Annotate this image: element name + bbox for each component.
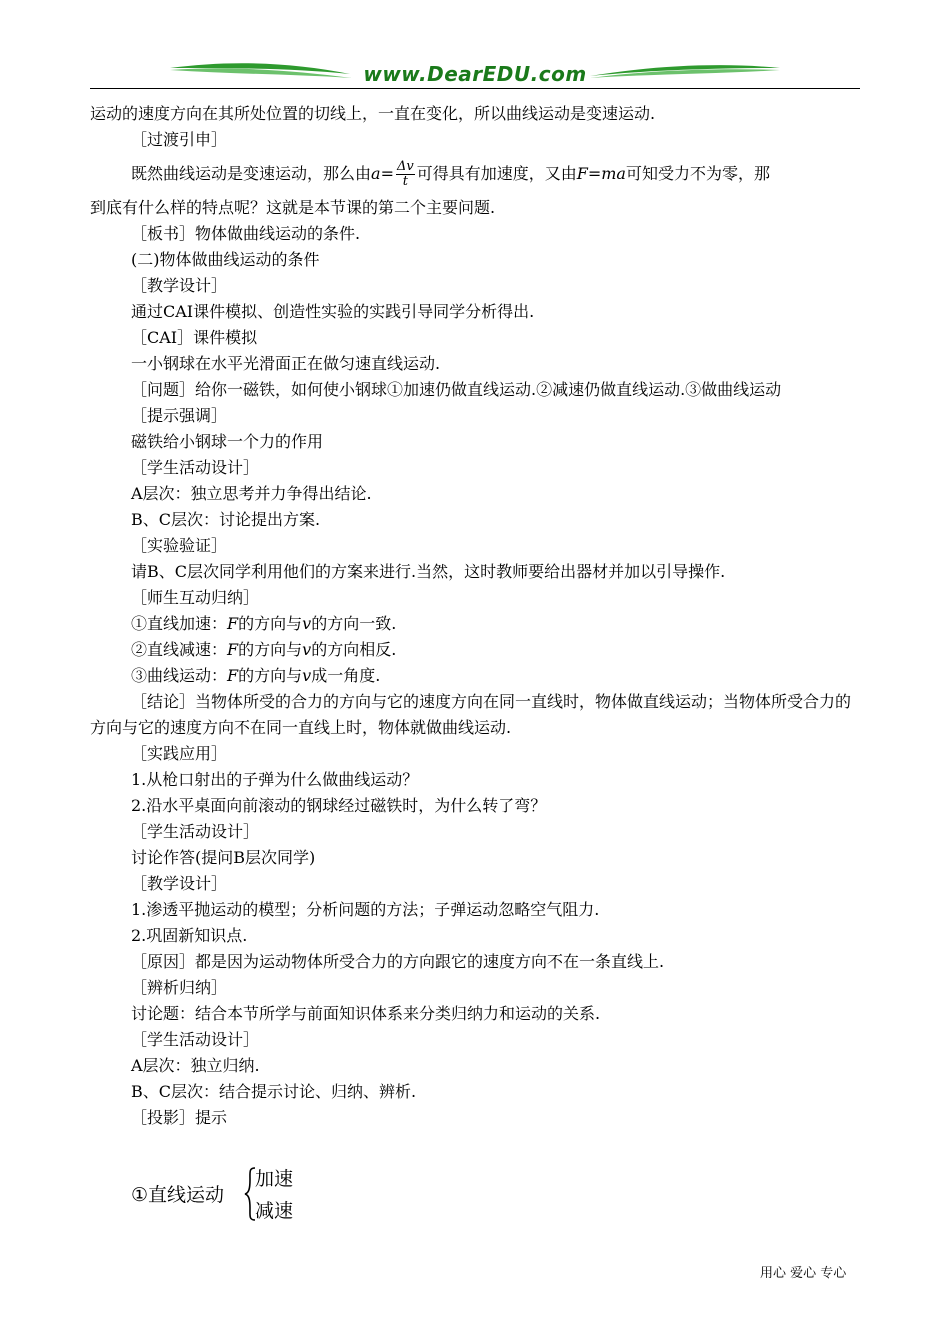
symbol-v: v [302, 640, 312, 659]
text-line: 讨论作答(提问B层次同学) [131, 848, 316, 867]
fv-text: 的方向与 [238, 614, 303, 633]
text-line: ［实验验证］ [131, 536, 228, 555]
page-footer: 用心 爱心 专心 [760, 1266, 847, 1281]
text-line: ［教学设计］ [131, 276, 228, 295]
text-line: 2.巩固新知识点. [131, 926, 248, 945]
header-divider [90, 88, 860, 89]
text-line: 2.沿水平桌面向前滚动的钢球经过磁铁时，为什么转了弯？ [131, 796, 547, 815]
symbol-a: a [371, 164, 381, 183]
text-line: ［辨析归纳］ [131, 978, 228, 997]
text-line: 磁铁给小钢球一个力的作用 [131, 432, 324, 451]
text-line: ［投影］提示 [131, 1108, 228, 1127]
fv-text: 的方向相反. [311, 640, 397, 659]
text-line: 到底有什么样的特点呢？这就是本节课的第二个主要问题. [90, 198, 496, 217]
text-line: A层次：独立归纳. [131, 1056, 260, 1075]
text-line: ［学生活动设计］ [131, 458, 260, 477]
formula-text: 可得具有加速度，又由 [416, 164, 577, 183]
symbol-v: v [302, 614, 312, 633]
text-line: 1.渗透平抛运动的模型；分析问题的方法；子弹运动忽略空气阻力. [131, 900, 600, 919]
text-line: ［提示强调］ [131, 406, 228, 425]
fv-text: ①直线加速： [131, 614, 228, 633]
site-url[interactable]: www.DearEDU.com [363, 62, 587, 86]
text-line: ［实践应用］ [131, 744, 228, 763]
symbol-ma: ma [601, 164, 626, 183]
symbol-f: F [227, 614, 239, 633]
fv-text: ②直线减速： [131, 640, 228, 659]
brace-diagram [131, 1166, 431, 1222]
brace-item-accelerate: 加速 [255, 1168, 294, 1190]
fv-line [90, 611, 860, 637]
text-line: ［原因］都是因为运动物体所受合力的方向跟它的速度方向不在一条直线上. [131, 952, 665, 971]
fv-line [90, 637, 860, 663]
fv-line [90, 663, 860, 689]
text-paragraph: ［问题］给你一磁铁，如何使小钢球①加速仍做直线运动.②减速仍做直线运动.③做曲线运动 [131, 380, 782, 399]
text-line: ［师生互动归纳］ [131, 588, 260, 607]
equals-sign: = [380, 164, 394, 183]
fraction-denominator: t [402, 174, 408, 189]
text-line: ［板书］物体做曲线运动的条件. [131, 224, 361, 243]
text-line: A层次：独立思考并力争得出结论. [131, 484, 372, 503]
symbol-v: v [302, 666, 312, 685]
text-line: ［学生活动设计］ [131, 1030, 260, 1049]
text-line: ［教学设计］ [131, 874, 228, 893]
text-line: B、C层次：结合提示讨论、归纳、辨析. [131, 1082, 417, 1101]
symbol-f: F [227, 666, 239, 685]
text-line: 一小钢球在水平光滑面正在做匀速直线运动. [131, 354, 441, 373]
fv-text: ③曲线运动： [131, 666, 228, 685]
text-line: 请B、C层次同学利用他们的方案来进行.当然，这时教师要给出器材并加以引导操作. [131, 562, 726, 581]
fv-text: 成一角度. [311, 666, 381, 685]
formula-text: 既然曲线运动是变速运动，那么由 [131, 164, 372, 183]
text-line: (二)物体做曲线运动的条件 [131, 250, 320, 269]
brace-item-decelerate: 减速 [255, 1200, 294, 1222]
equals-sign: = [587, 164, 602, 183]
text-line: ［过渡引申］ [131, 130, 228, 149]
site-header [90, 56, 860, 92]
fv-text: 的方向一致. [311, 614, 397, 633]
fv-text: 的方向与 [238, 640, 303, 659]
fraction [396, 160, 415, 189]
text-line: 运动的速度方向在其所处位置的切线上，一直在变化，所以曲线运动是变速运动. [90, 104, 656, 123]
document-body [90, 101, 860, 1131]
symbol-f: F [227, 640, 239, 659]
text-line: ［CAI］课件模拟 [131, 328, 258, 347]
text-line: ［学生活动设计］ [131, 822, 260, 841]
fraction-numerator: Δv [396, 159, 414, 174]
brace-main-label: ①直线运动 [131, 1184, 225, 1206]
text-paragraph: ［结论］当物体所受的合力的方向与它的速度方向在同一直线时，物体做直线运动；当物体所受合力的方向与它的速度方向不在同一直线上时，物体就做曲线运动. [90, 692, 852, 737]
fv-text: 的方向与 [238, 666, 303, 685]
formula-text: 可知受力不为零，那 [625, 164, 770, 183]
formula-line [90, 153, 860, 195]
text-line: 通过CAI课件模拟、创造性实验的实践引导同学分析得出. [131, 302, 535, 321]
text-line: 1.从枪口射出的子弹为什么做曲线运动？ [131, 770, 419, 789]
symbol-f: F [576, 164, 588, 183]
text-line: B、C层次：讨论提出方案. [131, 510, 321, 529]
text-line: 讨论题：结合本节所学与前面知识体系来分类归纳力和运动的关系. [131, 1004, 601, 1023]
